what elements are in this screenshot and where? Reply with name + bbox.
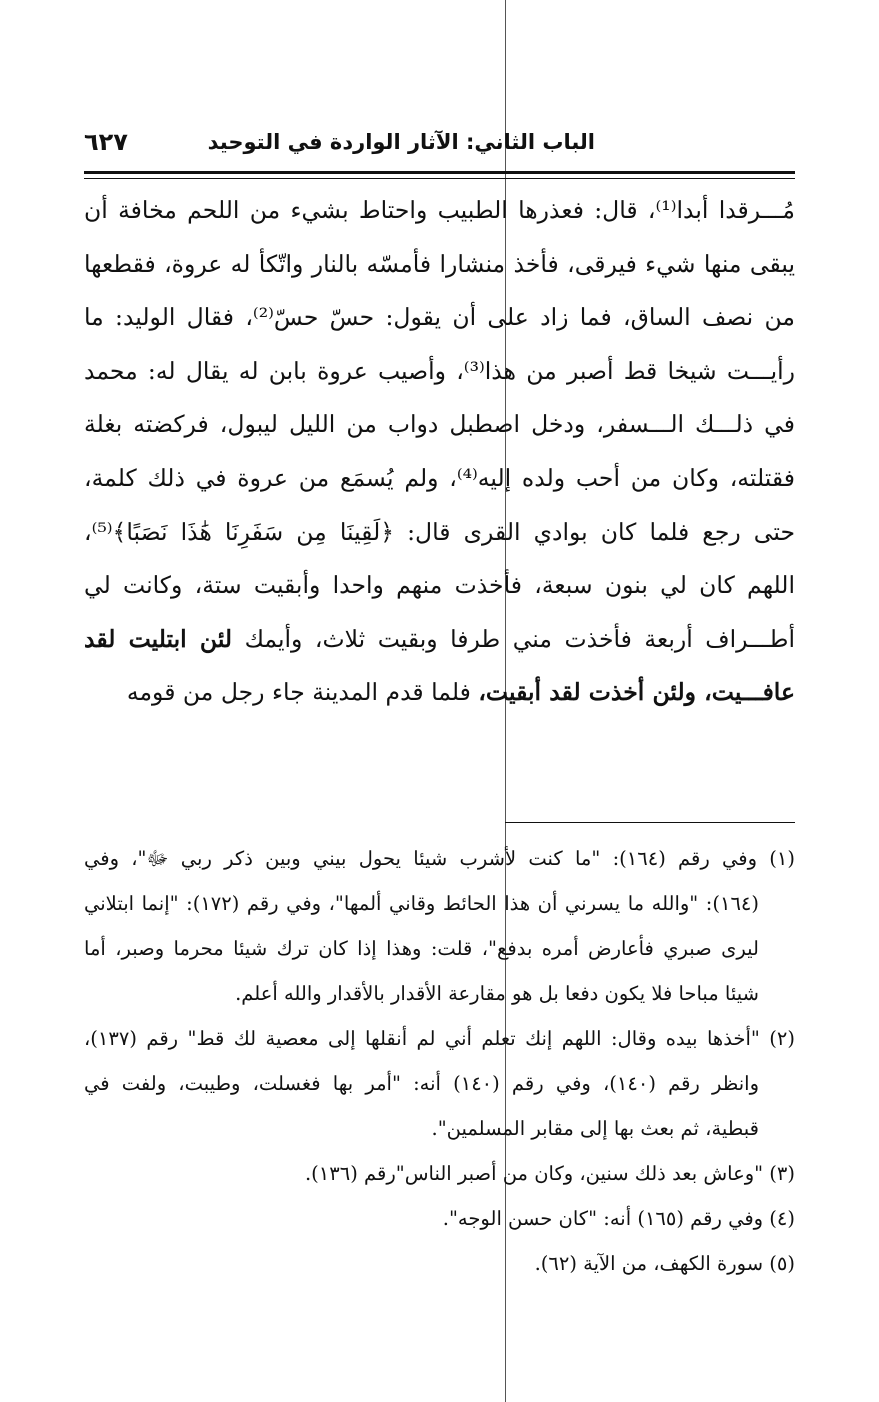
footnote-2-line: (٢) "أخذها بيده وقال: اللهم إنك تعلم أني لم أنقلها إلى معصية لك قط" رقم (١٣٧)،: [84, 1027, 795, 1050]
footnote-1-line: ليرى صبري فأعارض أمره بدفع"، قلت: وهذا إذا كان ترك شيئا محرما وصبر، أما: [84, 937, 759, 960]
running-title: الباب الثاني: الآثار الواردة في التوحيد: [207, 130, 595, 154]
footnote-1-line: (١) وفي رقم (١٦٤): "ما كنت لأشرب شيئا يحول بيني وبين ذكر ربي ﷻ"، وفي: [84, 847, 795, 870]
header-rule-thin: [84, 178, 795, 179]
text-line: أطـــراف أربعة فأخذت مني طرفا وبقيت ثلاث، وأيمك لئن ابتليت لقد: [84, 624, 795, 653]
text-line: يبقى منها شيء فيرقى، فأخذ منشارا فأمسّه بالنار واتّكأ له عروة، فقطعها: [84, 249, 795, 278]
text-line: في ذلـــك الـــسفر، ودخل اصطبل دواب من الليل ليبول، فركضته بغلة: [84, 410, 795, 439]
footnote-1-line: (١٦٤): "والله ما يسرني أن هذا الحائط وقاني ألمها"، وفي رقم (١٧٢): "إنما ابتلاني: [84, 892, 760, 915]
text-line: اللهم كان لي بنون سبعة، فأخذت منهم واحدا وأبقيت ستة، وكانت لي: [84, 571, 795, 600]
text-line: عافـــيت، ولئن أخذت لقد أبقيت، فلما قدم المدينة جاء رجل من قومه: [126, 678, 795, 707]
page-header: [84, 126, 795, 166]
text-line: من نصف الساق، فما زاد على أن يقول: حسّ حسّ⁽²⁾، فقال الوليد: ما: [84, 303, 795, 332]
footnote-1-line: شيئا مباحا فلا يكون دفعا بل هو مقارعة الأقدار بالأقدار والله أعلم.: [235, 982, 759, 1005]
text-line: رأيـــت شيخا قط أصبر من هذا⁽³⁾، وأصيب عروة بابن له يقال له: محمد: [84, 356, 795, 385]
footnote-3: (٣) "وعاش بعد ذلك سنين، وكان من أصبر الناس"رقم (١٣٦).: [304, 1162, 795, 1185]
header-rule-thick: [84, 171, 795, 174]
footnote-4: (٤) وفي رقم (١٦٥) أنه: "كان حسن الوجه".: [442, 1207, 795, 1230]
main-text: [84, 184, 795, 720]
footnote-separator: [505, 822, 795, 823]
page-number: ٦٢٧: [84, 128, 128, 156]
bold-phrase: عافـــيت، ولئن أخذت لقد أبقيت،: [478, 678, 795, 707]
bold-phrase: لئن ابتليت لقد: [84, 624, 233, 653]
text-line-quran-verse: حتى رجع فلما كان بوادي القرى قال: ﴿لَقِينَا مِن سَفَرِنَا هَٰذَا نَصَبًا﴾⁽⁵⁾،: [84, 517, 795, 546]
footnotes: [84, 836, 795, 1286]
text-line: مُـــرقدا أبدا⁽¹⁾، قال: فعذرها الطبيب واحتاط بشيء من اللحم مخافة أن: [84, 196, 795, 224]
footnote-2-line: وانظر رقم (١٤٠)، وفي رقم (١٤٠) أنه: "أمر بها فغسلت، وطيبت، ولفت في: [84, 1072, 759, 1095]
footnote-2-line: قبطية، ثم بعث بها إلى مقابر المسلمين".: [431, 1117, 759, 1140]
text-line: فقتلته، وكان من أحب ولده إليه⁽⁴⁾، ولم يُسمَع من عروة في ذلك كلمة،: [84, 463, 795, 492]
footnote-5: (٥) سورة الكهف، من الآية (٦٢).: [534, 1252, 795, 1275]
